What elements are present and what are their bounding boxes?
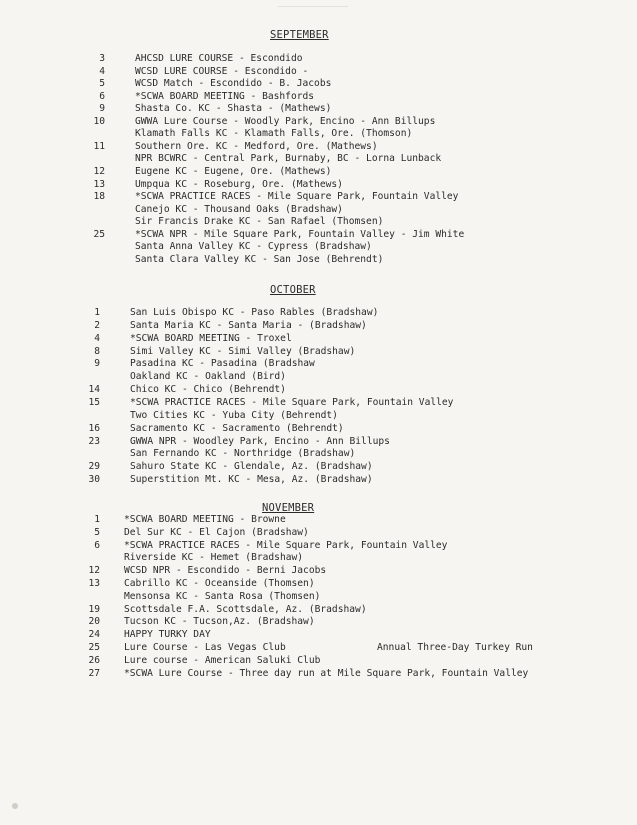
event-text: HAPPY TURKY DAY [124, 629, 211, 641]
event-text: Santa Anna Valley KC - Cypress (Bradshaw) [135, 241, 372, 253]
event-text: *SCWA BOARD MEETING - Bashfords [135, 90, 315, 102]
event-day: 8 [94, 345, 100, 357]
event-text: *SCWA BOARD MEETING - Browne [124, 514, 286, 525]
event-day: 30 [88, 474, 100, 486]
event-text: Mensonsa KC - Santa Rosa (Thomsen) [124, 590, 321, 602]
event-text: Sacramento KC - Sacramento (Behrendt) [130, 422, 344, 434]
event-text: Santa Clara Valley KC - San Jose (Behrendt) [135, 253, 384, 265]
event-text: GWWA NPR - Woodley Park, Encino - Ann Billups [130, 435, 390, 447]
event-day: 20 [88, 616, 100, 628]
event-day: 25 [93, 228, 105, 240]
event-text: *SCWA BOARD MEETING - Troxel [130, 332, 292, 344]
event-text: *SCWA PRACTICE RACES - Mile Square Park, Fountain Valley [135, 191, 459, 203]
event-text: NPR BCWRC - Central Park, Burnaby, BC - Lorna Lunback [135, 153, 442, 165]
event-text: WCSD LURE COURSE - Escondido - [135, 65, 309, 77]
event-text: Sahuro State KC - Glendale, Az. (Bradshaw) [130, 461, 373, 473]
event-day: 11 [93, 140, 105, 152]
event-text: Simi Valley KC - Simi Valley (Bradshaw) [130, 345, 356, 357]
event-day: 5 [94, 526, 100, 538]
event-text: Klamath Falls KC - Klamath Falls, Ore. (Thomson) [135, 128, 413, 140]
faint-header-mark [278, 6, 348, 17]
event-day: 25 [88, 642, 100, 653]
event-text: WCSD NPR - Escondido - Berni Jacobs [124, 565, 327, 577]
event-text: Lure course - American Saluki Club [124, 654, 321, 666]
event-day: 4 [99, 65, 105, 77]
event-text: Riverside KC - Hemet (Bradshaw) [124, 552, 304, 564]
event-text: Eugene KC - Eugene, Ore. (Mathews) [135, 165, 332, 177]
event-day: 18 [93, 191, 105, 203]
event-text: *SCWA PRACTICE RACES - Mile Square Park, Fountain Valley [124, 539, 448, 551]
punch-hole [12, 803, 18, 809]
event-text: Cabrillo KC - Oceanside (Thomsen) [124, 578, 315, 589]
event-text: Santa Maria KC - Santa Maria - (Bradshaw) [130, 319, 367, 331]
event-text: WCSD Match - Escondido - B. Jacobs [135, 78, 332, 90]
event-day: 27 [88, 667, 100, 679]
event-text: Southern Ore. KC - Medford, Ore. (Mathews) [135, 140, 378, 152]
event-text: Del Sur KC - El Cajon (Bradshaw) [124, 526, 309, 538]
event-day: 2 [94, 319, 100, 331]
event-day: 19 [88, 603, 100, 615]
event-day: 13 [88, 578, 100, 589]
event-text: *SCWA NPR - Mile Square Park, Fountain Valley - Jim White [135, 228, 465, 240]
event-day: 4 [94, 332, 100, 344]
event-day: 9 [94, 358, 100, 370]
event-text: Tucson KC - Tucson,Az. (Bradshaw) [124, 616, 315, 628]
event-day: 24 [88, 629, 100, 641]
event-day: 9 [99, 103, 105, 115]
event-day: 15 [88, 396, 100, 408]
event-text: AHCSD LURE COURSE - Escondido [135, 53, 303, 64]
event-text: Pasadina KC - Pasadina (Bradshaw [130, 358, 315, 370]
event-day: 13 [93, 178, 105, 190]
event-text: Lure Course - Las Vegas Club [124, 642, 286, 653]
event-text: Sir Francis Drake KC - San Rafael (Thomsen) [135, 216, 384, 228]
event-day: 12 [93, 165, 105, 177]
event-note: Annual Three-Day Turkey Run [377, 642, 533, 653]
event-text: *SCWA Lure Course - Three day run at Mile Square Park, Fountain Valley [124, 667, 529, 679]
event-text: San Luis Obispo KC - Paso Rables (Bradshaw) [130, 307, 379, 318]
event-day: 1 [94, 307, 100, 318]
event-text: Umpqua KC - Roseburg, Ore. (Mathews) [135, 178, 343, 190]
event-text: *SCWA PRACTICE RACES - Mile Square Park, Fountain Valley [130, 396, 454, 408]
event-day: 10 [93, 115, 105, 127]
event-day: 12 [88, 565, 100, 577]
event-day: 14 [88, 384, 100, 396]
event-day: 23 [88, 435, 100, 447]
event-text: GWWA Lure Course - Woodly Park, Encino - Ann Billups [135, 115, 436, 127]
section-title: SEPTEMBER [270, 29, 329, 41]
event-text: Shasta Co. KC - Shasta - (Mathews) [135, 103, 332, 115]
event-text: Oakland KC - Oakland (Bird) [130, 371, 286, 383]
event-day: 6 [99, 90, 105, 102]
event-text: San Fernando KC - Northridge (Bradshaw) [130, 448, 356, 460]
event-text: Chico KC - Chico (Behrendt) [130, 384, 286, 396]
event-day: 16 [88, 422, 100, 434]
event-day: 1 [94, 514, 100, 525]
event-text: Two Cities KC - Yuba City (Behrendt) [130, 409, 338, 421]
section-title: OCTOBER [270, 284, 316, 296]
event-text: Canejo KC - Thousand Oaks (Bradshaw) [135, 203, 343, 215]
event-day: 29 [88, 461, 100, 473]
event-day: 6 [94, 539, 100, 551]
event-text: Superstition Mt. KC - Mesa, Az. (Bradshaw) [130, 474, 373, 486]
event-text: Scottsdale F.A. Scottsdale, Az. (Bradshaw) [124, 603, 367, 615]
event-day: 5 [99, 78, 105, 90]
event-day: 26 [88, 654, 100, 666]
event-day: 3 [99, 53, 105, 64]
section-title: NOVEMBER [262, 502, 315, 514]
